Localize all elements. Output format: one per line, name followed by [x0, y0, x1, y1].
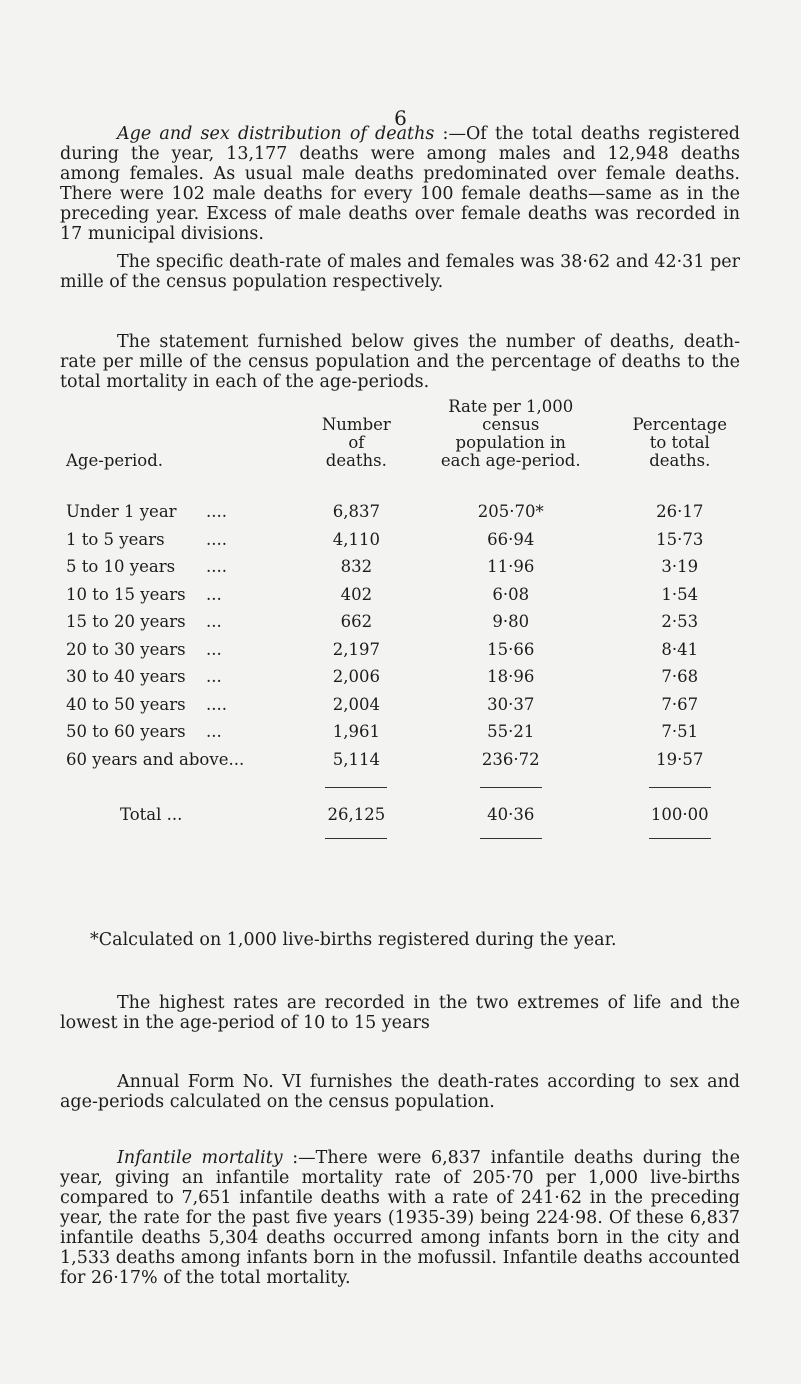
- annual-form-paragraph: Annual Form No. VI furnishes the death-rates according to sex and age-periods calculated on the census population.: [60, 1072, 740, 1112]
- table-row: Under 1 year .... 6,837 205·70* 26·17: [60, 498, 750, 526]
- table-row: 50 to 60 years ... 1,961 55·21 7·51: [60, 718, 750, 746]
- total-label: Total: [120, 804, 162, 824]
- table-row: 40 to 50 years .... 2,004 30·37 7·67: [60, 691, 750, 719]
- row-rate: 55·21: [487, 722, 535, 742]
- table-row: 20 to 30 years ... 2,197 15·66 8·41: [60, 636, 750, 664]
- row-rate: 6·08: [492, 584, 530, 604]
- infantile-mortality-text: :—There were 6,837 infantile deaths during the year, giving an infantile mortality rate of 205·70 per 1,000 live-births compared to 7,651 infantile deaths with a rate of 241·62 in the preceding year, the rate for the past five years (1935-39) being 224·98. Of these 6,837 infantile deaths 5,304 deaths occurred among infants born in the city and 1,533 deaths among infants born in the mofussil. Infantile deaths accounted for 26·17% of the total mortality.: [60, 1148, 740, 1288]
- statement-intro-paragraph: The statement furnished below gives the number of deaths, death-rate per mille of the census population and the percentage of deaths to the total mortality in each of the age-periods.: [60, 332, 740, 392]
- row-rate: 15·66: [487, 639, 535, 659]
- row-rate: 30·37: [487, 694, 535, 714]
- infantile-mortality-paragraph: [60, 1148, 740, 1288]
- footnote: *Calculated on 1,000 live-births registered during the year.: [90, 930, 617, 950]
- table-row: 15 to 20 years ... 662 9·80 2·53: [60, 608, 750, 636]
- row-rate: 18·96: [487, 667, 535, 687]
- divider: [325, 787, 387, 788]
- age-sex-text: :—Of the total deaths registered during the year, 13,177 deaths were among males and 12,948 deaths among females. As usual male deaths predominated over female deaths. There were 102 male deaths for every 100 female deaths—same as in the preceding year. Excess of male deaths over female deaths was recorded in 17 municipal divisions.: [60, 124, 740, 244]
- divider: [480, 787, 542, 788]
- row-number: 832: [340, 557, 373, 577]
- row-number: 662: [340, 612, 373, 632]
- table-row: [60, 746, 750, 774]
- row-number: 5,114: [332, 749, 380, 769]
- row-rate: 9·80: [492, 612, 530, 632]
- header-number-of-deaths: Number of deaths.: [321, 415, 391, 470]
- table-row: 30 to 40 years ... 2,006 18·96 7·68: [60, 663, 750, 691]
- total-rate: 40·36: [487, 804, 535, 824]
- table-row: 5 to 10 years .... 832 11·96 3·19: [60, 553, 750, 581]
- specific-death-rate-paragraph: The specific death-rate of males and females was 38·62 and 42·31 per mille of the census population respectively.: [60, 252, 740, 292]
- row-age-label: 5 to 10 years: [66, 557, 176, 577]
- row-age-label: 60 years and above...: [66, 749, 245, 769]
- divider: [325, 838, 387, 839]
- total-number: 26,125: [327, 804, 386, 824]
- row-rate: 205·70*: [477, 502, 544, 522]
- divider: [649, 787, 711, 788]
- row-percentage: 3·19: [661, 557, 699, 577]
- row-rate: 236·72: [481, 749, 540, 769]
- age-sex-paragraph: [60, 124, 740, 244]
- row-rate: 11·96: [487, 557, 535, 577]
- total-rule-bottom: [60, 828, 750, 847]
- row-age-label: 20 to 30 years: [66, 639, 186, 659]
- total-row: Total ... 26,125 40·36 100·00: [60, 801, 750, 829]
- row-percentage: 7·68: [661, 667, 699, 687]
- row-number: 1,961: [332, 722, 380, 742]
- row-age-label: 10 to 15 years: [66, 584, 186, 604]
- row-age-label: 50 to 60 years: [66, 722, 186, 742]
- table-row: 1 to 5 years .... 4,110 66·94 15·73: [60, 526, 750, 554]
- highest-rates-paragraph: The highest rates are recorded in the two extremes of life and the lowest in the age-period of 10 to 15 years: [60, 993, 740, 1033]
- total-percentage: 100·00: [650, 804, 709, 824]
- page-number: 6: [394, 106, 407, 130]
- row-percentage: 2·53: [661, 612, 699, 632]
- row-age-label: Under 1 year: [66, 502, 177, 522]
- table-header-row: [60, 398, 750, 498]
- age-sex-heading: Age and sex distribution of deaths: [117, 124, 435, 144]
- header-age-period: Age-period.: [66, 451, 164, 470]
- row-percentage: 26·17: [656, 502, 704, 522]
- table-row: 10 to 15 years ... 402 6·08 1·54: [60, 581, 750, 609]
- row-age-label: 15 to 20 years: [66, 612, 186, 632]
- infantile-mortality-heading: Infantile mortality: [117, 1148, 283, 1168]
- row-rate: 66·94: [487, 529, 535, 549]
- row-number: 6,837: [332, 502, 380, 522]
- row-percentage: 15·73: [656, 529, 704, 549]
- row-percentage: 8·41: [661, 639, 699, 659]
- header-percentage: Percentage to total deaths.: [632, 415, 727, 470]
- row-number: 4,110: [332, 529, 380, 549]
- row-number: 2,006: [332, 667, 380, 687]
- row-number: 2,004: [332, 694, 380, 714]
- row-percentage: 19·57: [656, 749, 704, 769]
- row-age-label: 30 to 40 years: [66, 667, 186, 687]
- row-age-label: 40 to 50 years: [66, 694, 186, 714]
- total-rule-top: [60, 773, 750, 801]
- row-percentage: 1·54: [661, 584, 699, 604]
- row-percentage: 7·51: [661, 722, 699, 742]
- row-number: 402: [340, 584, 373, 604]
- row-number: 2,197: [332, 639, 380, 659]
- row-age-label: 1 to 5 years: [66, 529, 165, 549]
- row-percentage: 7·67: [661, 694, 699, 714]
- divider: [480, 838, 542, 839]
- divider: [649, 838, 711, 839]
- age-period-table: [60, 398, 750, 847]
- header-rate-per-1000: Rate per 1,000 census population in each age-period.: [440, 397, 581, 470]
